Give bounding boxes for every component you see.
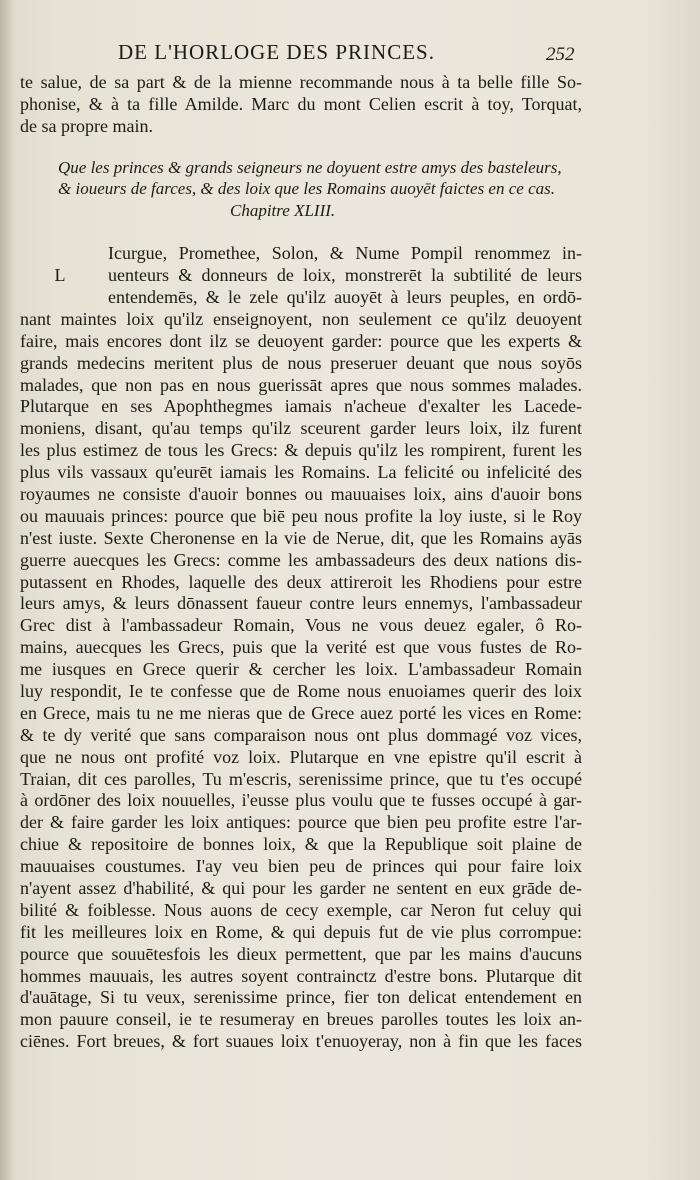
paragraph [20, 309, 582, 1053]
text-line: ciēnes. Fort breues, & fort suaues loix t'enuoyeray, non à fin que les faces [20, 1031, 582, 1052]
text-line: royaumes ne consiste d'auoir bonnes ou mauuaises loix, ains d'auoir bons [20, 483, 582, 504]
text-line: luy respondit, Ie te confesse que de Rome nous enuoiames querir des loix [20, 681, 582, 701]
heading-line: Que les princes & grands seigneurs ne doyuent estre amys des basteleurs, [58, 157, 562, 177]
text-line: ou mauuais princes: pource que biē peu nous profite la loy iuste, si le Roy [20, 505, 582, 526]
page-number: 252 [546, 44, 575, 65]
text-line: plus vils vassaux qu'eurēt iamais les Romains. La felicité ou infelicité des [20, 462, 582, 483]
text-line: mauuaises coustumes. I'ay veu bien peu de princes qui pour faire loix [20, 856, 582, 877]
text-line: Traian, dit ces parolles, Tu m'escris, serenissime prince, que tu t'es occupé [20, 768, 582, 789]
text-line: bilité & foiblesse. Nous auons de cecy exemple, car Neron fut celuy qui [20, 899, 582, 920]
text-line: hommes mauuais, les autres soyent contrainctz d'estre bons. Plutarque dit [20, 965, 582, 986]
text-line: à ordōner des loix nouuelles, i'eusse plus voulu que te fusses occupé à gar- [20, 790, 582, 811]
text-line: Plutarque en ses Apophthegmes iamais n'acheue d'exalter les Lacede- [20, 396, 582, 417]
text-line: moniens, disant, qu'au temps qu'ilz sceurent garder leurs loix, ilz furent [20, 418, 582, 439]
text-line: faire, mais encores dont ilz se deuoyent garder: pource que les experts & [20, 330, 582, 351]
text-line: pource que souuētesfois les dieux permettent, que par les mains d'aucuns [20, 943, 582, 964]
text-line: grands medecins meritent plus de nous preseruer deuant que nous soyōs [20, 352, 582, 373]
text-line: & te dy verité que sans comparaison nous ont plus dommagé voz vices, [20, 724, 582, 745]
text-line: Icurgue, Promethee, Solon, & Nume Pompil renommez in- [108, 243, 582, 264]
chapter-heading [20, 157, 582, 222]
text-line: entendemēs, & le zele qu'ilz auoyēt à leurs peuples, en ordō- [108, 286, 582, 307]
text-line: n'ayent assez d'habilité, & qui pour les garder ne sentent en eux grāde de- [20, 878, 582, 899]
text-line: fit les meilleures loix en Rome, & qui depuis fut de vie plus corrompue: [20, 921, 582, 942]
text-line: te salue, de sa part & de la mienne recommande nous à ta belle fille So- [20, 72, 582, 92]
running-head: DE L'HORLOGE DES PRINCES. [118, 40, 435, 64]
text-line: chiue & repositoire de bonnes loix, & que la Republique soit plaine de [20, 834, 582, 855]
drop-capital: L [54, 265, 66, 286]
text-line: phonise, & à ta fille Amilde. Marc du mont Celien escrit à toy, Torquat, [20, 93, 582, 114]
text-line: n'est iuste. Sexte Cheronense en la vie de Nerue, dit, que les Romains ayās [20, 527, 582, 548]
text-line: uenteurs & donneurs de loix, monstrerēt la subtilité de leurs [108, 265, 582, 286]
text-line: putassent en Rhodes, laquelle des deux attireroit les Rhodiens pour estre [20, 571, 582, 592]
gutter-shadow [0, 0, 14, 1180]
text-line: en Grece, mais tu ne me nieras que de Grece auez porté les vices en Rome: [20, 702, 582, 723]
text-line: malades, que non pas en nous guerissāt apres que nous sommes malades. [20, 374, 582, 395]
chapter-body [20, 243, 582, 1053]
text-line: der & faire garder les loix antiques: pource que bien peu profite estre l'ar- [20, 812, 582, 833]
text-line: Grec dist à l'ambassadeur Romain, Vous ne vous deuez egaler, ô Ro- [20, 615, 582, 636]
text-line: leurs amys, & leurs dōnassent faueur contre leurs ennemys, l'ambassadeur [20, 593, 582, 614]
dropcap-row [20, 265, 582, 287]
text-line: les plus estimez de tous les Grecs: & depuis qu'ilz les rompirent, furent les [20, 440, 582, 461]
heading-line: & ioueurs de farces, & des loix que les Romains auoyēt faictes en ce cas. [58, 179, 555, 199]
text-line: nant maintes loix qu'ilz enseignoyent, non seulement ce qu'ilz deuoyent [20, 308, 582, 329]
text-line: d'auātage, Si tu veux, serenissime prince, fier ton delicat entendement en [20, 987, 582, 1008]
text-line: mon pauure conseil, ie te resumeray en breues parolles toutes les loix an- [20, 1009, 582, 1030]
text-line: mains, auecques les Grecs, puis que la verité est que vous fustes de Ro- [20, 637, 582, 658]
text-line: guerre auecques les Grecs: comme les ambassadeurs des deux nations dis- [20, 549, 582, 570]
text-block [20, 72, 582, 1053]
text-line: de sa propre main. [20, 115, 153, 136]
text-line: que ne nous ont profité voz loix. Plutarque en vne epistre qu'il escrit à [20, 746, 582, 767]
text-line: me iusques en Grece querir & cercher les loix. L'ambassadeur Romain [20, 659, 582, 680]
chapter-number: Chapitre XLIII. [230, 200, 336, 220]
